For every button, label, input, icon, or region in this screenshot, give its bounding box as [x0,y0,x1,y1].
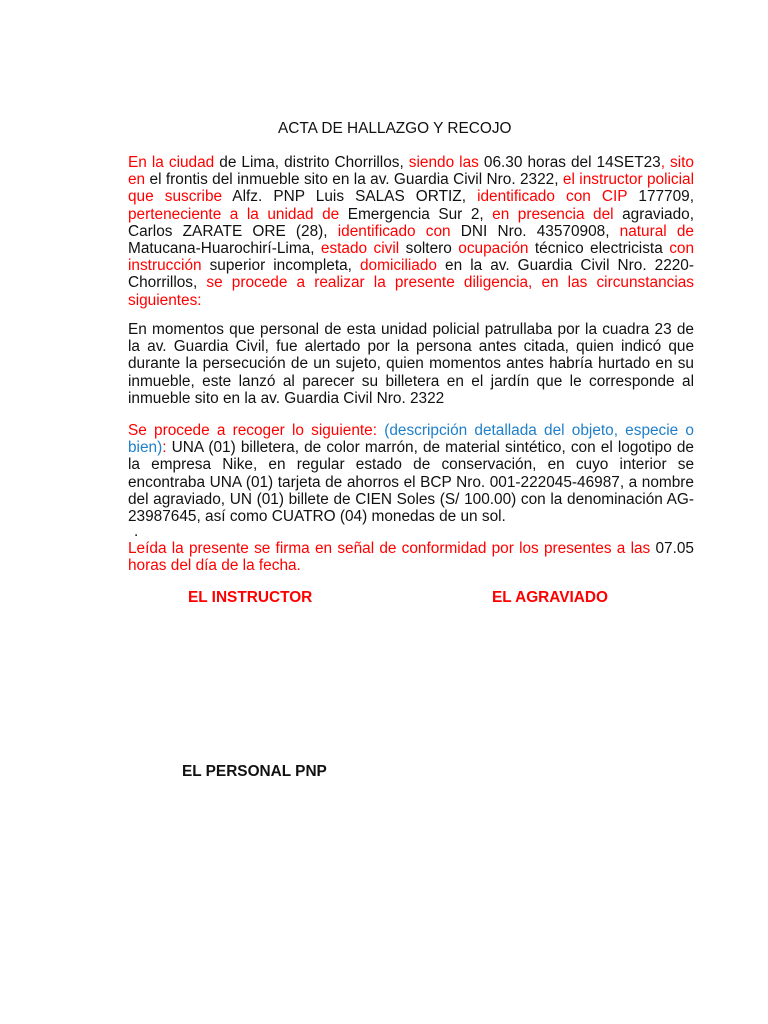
text-run: en la av. Guardia Civil Nro. 2220-Chorrillos, [128,257,694,292]
text-run: el frontis del inmueble sito en la av. Guardia Civil Nro. 2322, [145,171,563,189]
signature-agraviado: EL AGRAVIADO [492,589,609,606]
text-run: identificado con CIP [477,188,628,206]
paragraph-items [128,422,694,525]
text-run: 06.30 horas del 14SET23 [478,154,661,171]
text-run: ocupación [458,240,529,258]
text-run: soltero [399,240,459,258]
text-run: natural de [619,222,694,240]
text-run: 177709, [627,188,695,206]
paragraph-narrative: En momentos que personal de esta unidad policial patrullaba por la cuadra 23 de la av. Guardia Civil, fue alertado por la persona antes citada, quien indicó que durante la persecución de un sujeto, quien momentos antes habría hurtado en su inmueble, este lanzó al parecer su billetera en el jardín que le corresponde al inmueble sito en la av. Guardia Civil Nro. 2322 [128,321,694,407]
text-run: En la ciudad [128,154,215,171]
text-run: siendo las [408,154,479,171]
text-run: domiciliado [360,257,437,275]
text-run: Emergencia Sur 2, [339,205,493,223]
text-run: 07.05 [650,540,694,557]
text-run: técnico electricista [528,240,670,258]
paragraph-closing [128,540,694,574]
text-run: : [162,439,167,457]
text-run: UNA (01) billetera, de color marrón, de material sintético, con el logotipo de la empresa Nike, en regular estado de conservación, en cuyo interior se encontraba UNA (01) tarjeta de ahorros el BCP Nro. 001-222045-46987, a nombre del agraviado, UN (01) billete de CIEN Soles (S/ 100.00) con la denominación AG-23987645, así como CUATRO (04) monedas de un sol. [128,439,694,526]
text-run: (descripción detallada del objeto, especie o bien) [128,422,694,457]
text-run: horas del día de la fecha. [128,557,301,575]
text-run: , sito en [128,154,694,189]
text-run: agraviado, Carlos ZARATE ORE (28), [128,205,694,240]
document-title: ACTA DE HALLAZGO Y RECOJO [278,120,512,137]
text-run: perteneciente a la unidad de [128,205,340,223]
text-run: DNI Nro. 43570908, [450,222,620,240]
signature-personal-pnp: EL PERSONAL PNP [182,763,327,780]
text-run: se procede a realizar la presente diligencia, en las circunstancias siguientes: [128,274,694,309]
text-run: en presencia del [492,205,614,223]
text-run: Matucana-Huarochirí-Lima, [128,240,321,258]
separator-dot: . [134,523,139,540]
text-run: con instrucción [128,240,695,275]
text-run: el instructor policial que suscribe [128,171,695,206]
text-run: superior incompleta, [201,257,360,275]
text-run: identificado con [337,222,451,240]
signature-instructor: EL INSTRUCTOR [188,589,313,606]
paragraph-intro [128,154,694,309]
text-run: estado civil [320,240,400,258]
text-run: Se procede a recoger lo siguiente: [128,422,385,439]
text-run: de Lima, distrito Chorrillos, [214,154,409,171]
text-run: Alfz. PNP Luis SALAS ORTIZ, [222,188,478,206]
text-run: Leída la presente se firma en señal de conformidad por los presentes a las [128,540,651,557]
